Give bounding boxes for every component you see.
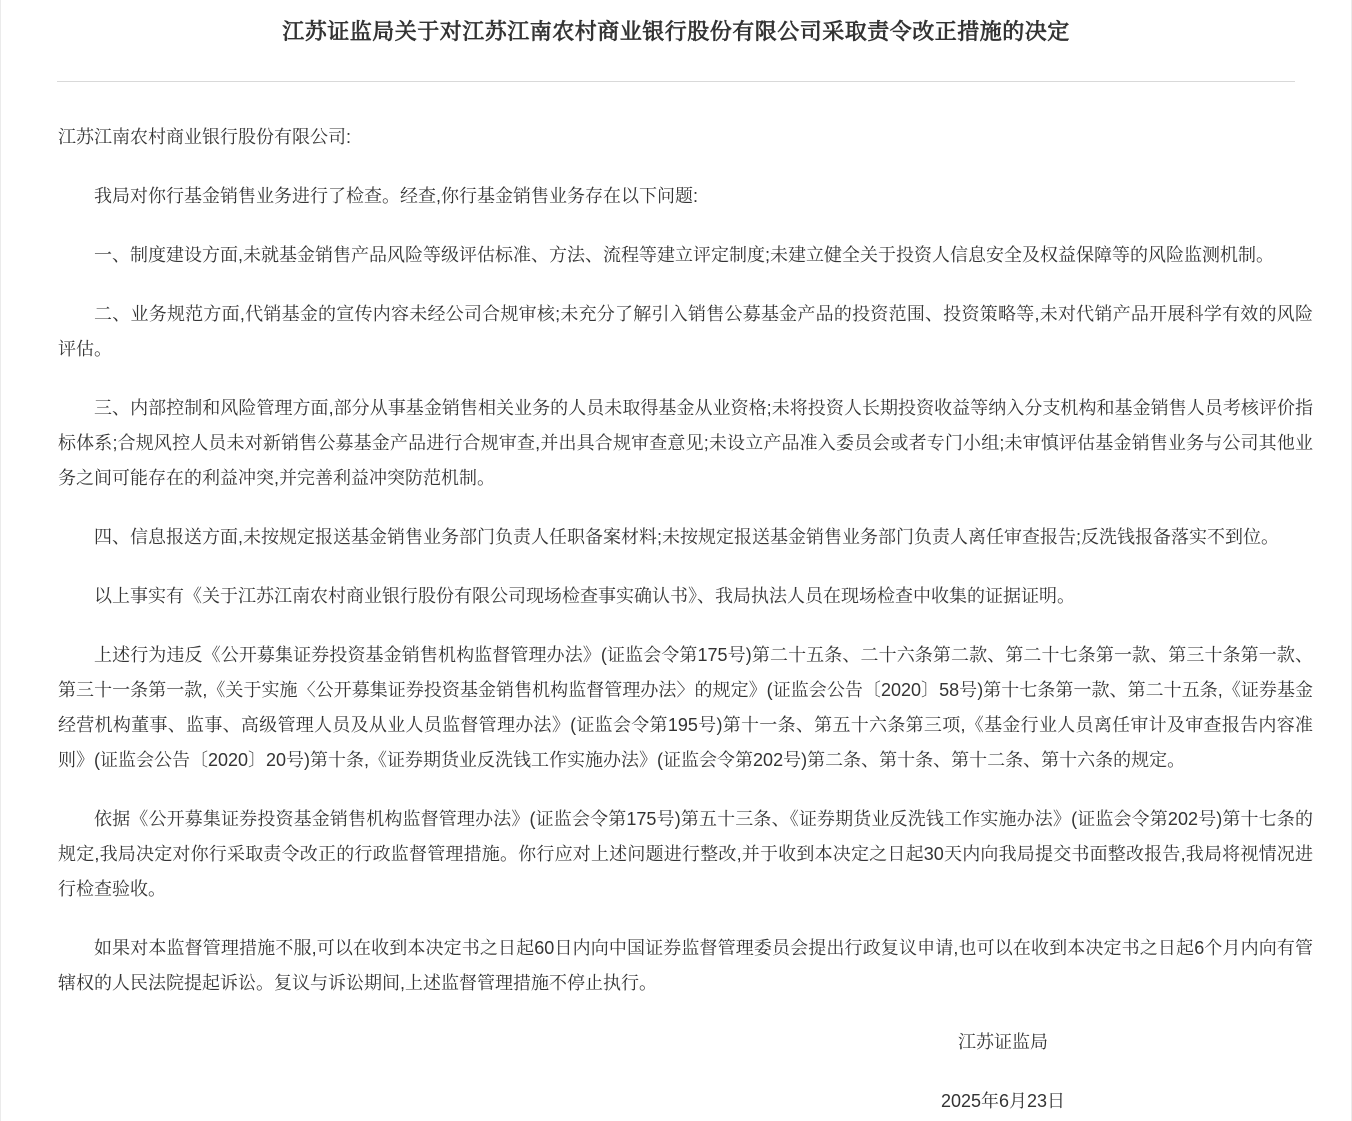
issue-paragraph-3: 三、内部控制和风险管理方面,部分从事基金销售相关业务的人员未取得基金从业资格;未将投资人长期投资收益等纳入分支机构和基金销售人员考核评价指标体系;合规风控人员未对新销售公募基金产品进行合规审查,并出具合规审查意见;未设立产品准入委员会或者专门小组;未审慎评估基金销售业务与公司其他业务之间可能存在的利益冲突,并完善利益冲突防范机制。 xyxy=(58,398,1313,488)
document-title: 江苏证监局关于对江苏江南农村商业银行股份有限公司采取责令改正措施的决定 xyxy=(282,19,1070,44)
signature-date: 2025年6月23日 xyxy=(940,1091,1066,1111)
evidence-paragraph: 以上事实有《关于江苏江南农村商业银行股份有限公司现场检查事实确认书》、我局执法人员在现场检查中收集的证据证明。 xyxy=(94,586,1075,606)
document-body xyxy=(1,82,1351,1119)
issue-paragraph-4: 四、信息报送方面,未按规定报送基金销售业务部门负责人任职备案材料;未按规定报送基金销售业务部门负责人离任审查报告;反洗钱报备落实不到位。 xyxy=(94,527,1279,547)
violation-paragraph: 上述行为违反《公开募集证券投资基金销售机构监督管理办法》(证监会令第175号)第二十五条、二十六条第二款、第二十七条第一款、第三十条第一款、第三十一条第一款,《关于实施〈公开募集证券投资基金销售机构监督管理办法〉的规定》(证监会公告〔2020〕58号)第十七条第一款、第二十五条,《证券基金经营机构董事、监事、高级管理人员及从业人员监督管理办法》(证监会令第195号)第十一条、第五十六条第三项,《基金行业人员离任审计及审查报告内容准则》(证监会公告〔2020〕20号)第十条,《证券期货业反洗钱工作实施办法》(证监会令第202号)第二条、第十条、第十二条、第十六条的规定。 xyxy=(58,645,1313,770)
signature-block xyxy=(843,1025,1163,1119)
issue-paragraph-2: 二、业务规范方面,代销基金的宣传内容未经公司合规审核;未充分了解引入销售公募基金产品的投资范围、投资策略等,未对代销产品开展科学有效的风险评估。 xyxy=(58,304,1313,359)
signature-agency: 江苏证监局 xyxy=(958,1032,1048,1052)
addressee-line: 江苏江南农村商业银行股份有限公司: xyxy=(58,127,351,147)
decision-paragraph: 依据《公开募集证券投资基金销售机构监督管理办法》(证监会令第175号)第五十三条、《证券期货业反洗钱工作实施办法》(证监会令第202号)第十七条的规定,我局决定对你行采取责令改正的行政监督管理措施。你行应对上述问题进行整改,并于收到本决定之日起30天内向我局提交书面整改报告,我局将视情况进行检查验收。 xyxy=(58,809,1313,899)
intro-paragraph: 我局对你行基金销售业务进行了检查。经查,你行基金销售业务存在以下问题: xyxy=(94,186,698,206)
issue-paragraph-1: 一、制度建设方面,未就基金销售产品风险等级评估标准、方法、流程等建立评定制度;未建立健全关于投资人信息安全及权益保障等的风险监测机制。 xyxy=(94,245,1274,265)
appeal-paragraph: 如果对本监督管理措施不服,可以在收到本决定书之日起60日内向中国证券监督管理委员会提出行政复议申请,也可以在收到本决定书之日起6个月内向有管辖权的人民法院提起诉讼。复议与诉讼期间,上述监督管理措施不停止执行。 xyxy=(58,938,1313,993)
